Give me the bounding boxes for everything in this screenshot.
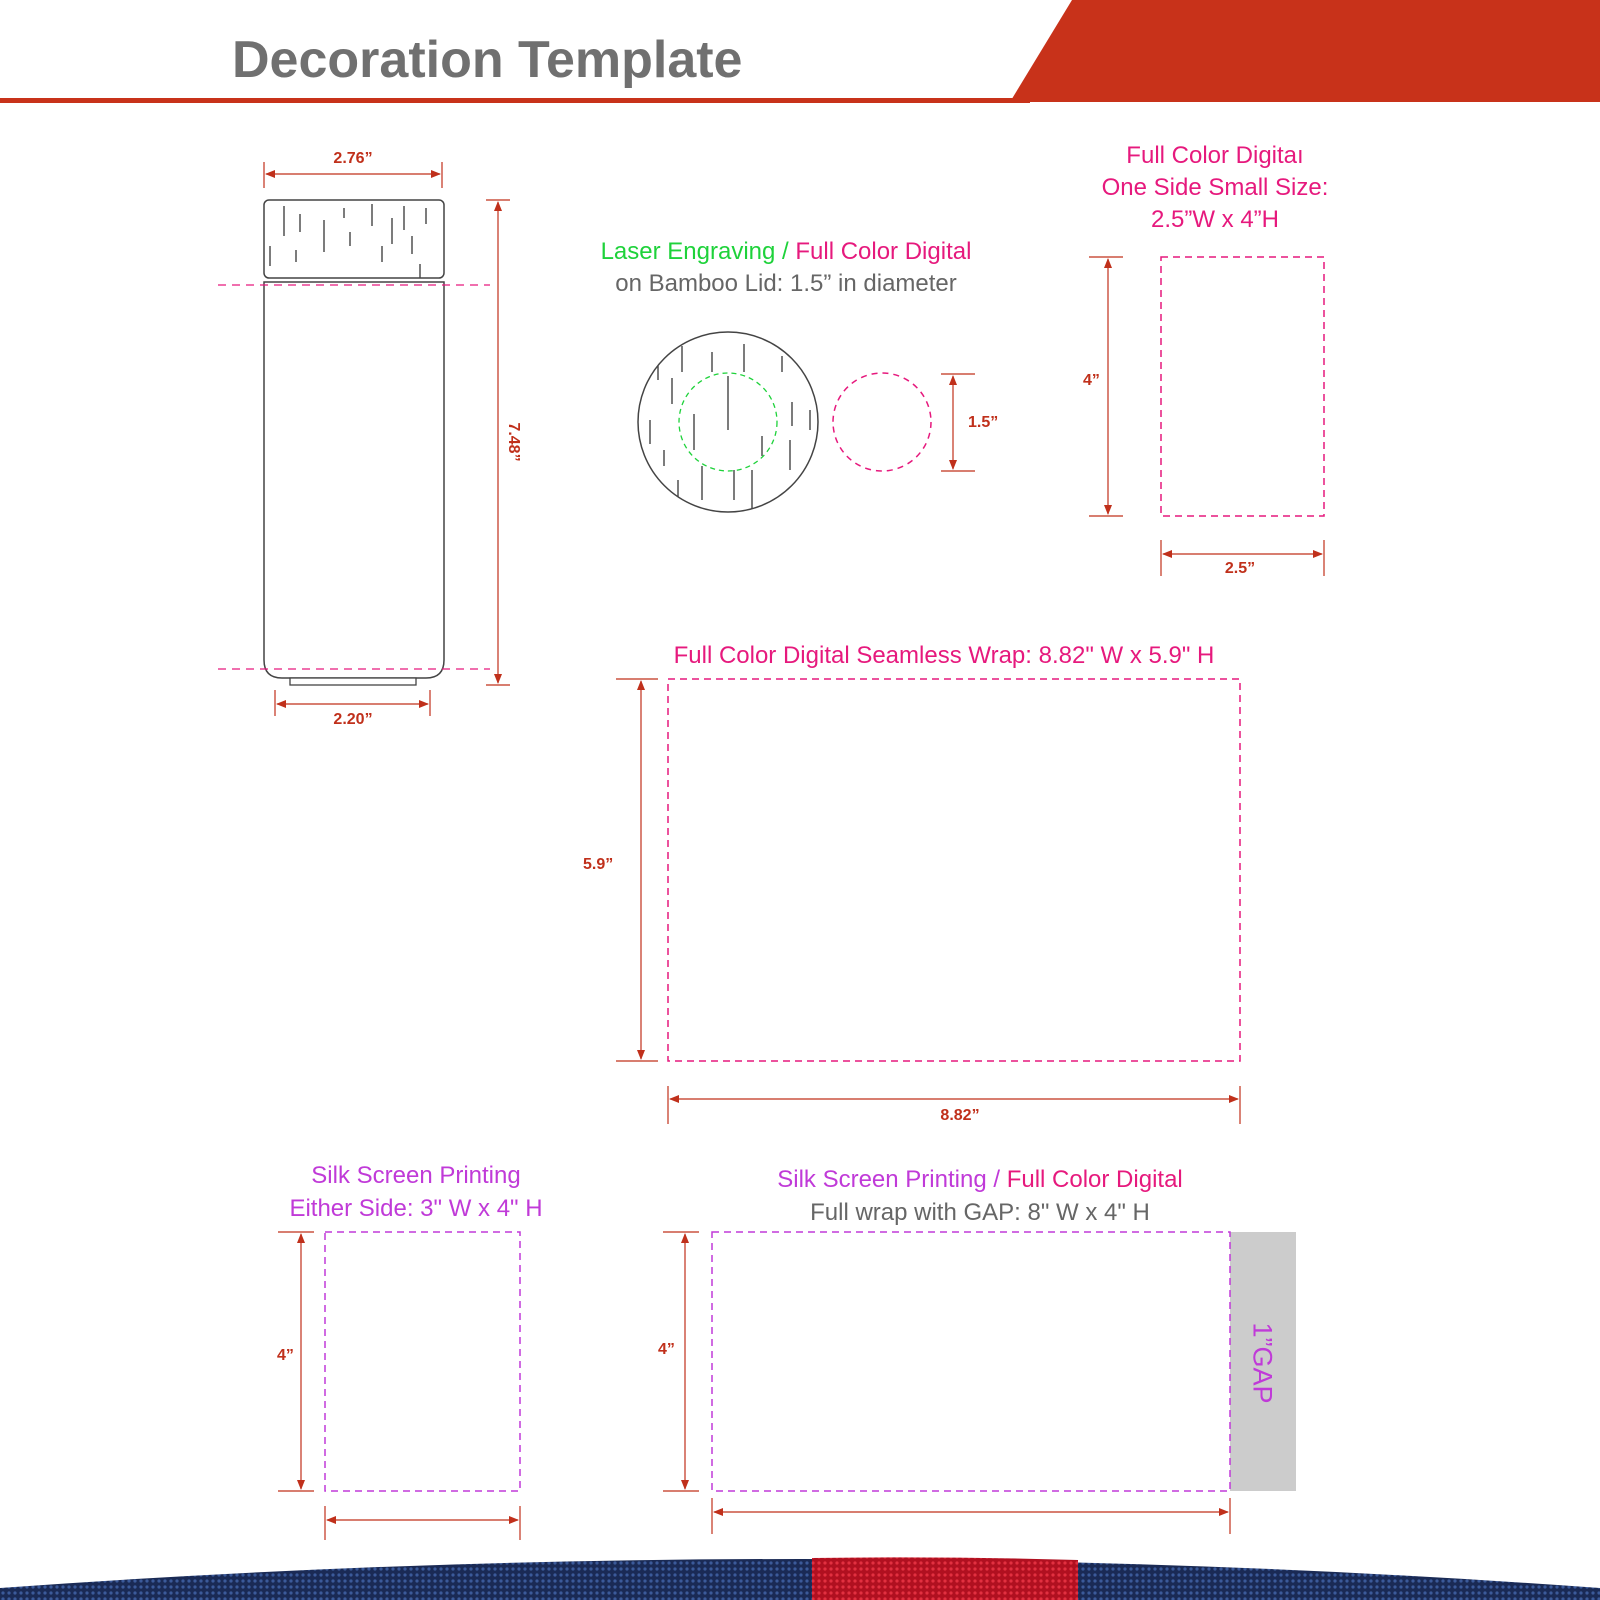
silk-side-title-line2: Either Side: 3" W x 4" H	[289, 1195, 543, 1222]
small-digital-area	[1089, 257, 1324, 576]
gap-wrap-print-area	[712, 1232, 1230, 1491]
gap-wrap-silk-label: Silk Screen Printing	[777, 1166, 987, 1193]
lid-section-title	[601, 236, 972, 268]
silk-side-height-label: 4”	[277, 1347, 294, 1364]
lid-top-view	[638, 332, 975, 512]
gap-wrap-area	[663, 1232, 1296, 1534]
wrap-height-dimension	[616, 679, 658, 1061]
lid-diameter-label: 1.5”	[968, 414, 999, 431]
silk-side-area	[278, 1232, 520, 1540]
gap-wrap-separator: /	[993, 1166, 1001, 1193]
seamless-wrap-area	[616, 679, 1240, 1124]
lid-print-area-circle	[833, 373, 931, 471]
bottle-base	[290, 678, 416, 685]
gap-wrap-subtitle: Full wrap with GAP: 8" W x 4" H	[810, 1199, 1150, 1226]
bottle-drawing	[218, 162, 510, 716]
gap-wrap-title	[777, 1164, 1183, 1196]
small-digital-width-label: 2.5”	[1224, 560, 1256, 577]
bottle-height-label: 7.48”	[505, 422, 522, 462]
bottle-body	[264, 282, 444, 678]
small-digital-title-line3: 2.5”W x 4”H	[1150, 206, 1280, 233]
small-digital-height-label: 4”	[1083, 372, 1100, 389]
laser-engraving-label: Laser Engraving /	[600, 238, 789, 265]
gap-wrap-width-dimension	[712, 1498, 1230, 1534]
wrap-height-label: 5.9”	[583, 856, 614, 873]
header-rule	[0, 98, 1030, 103]
footer-wave	[0, 1557, 1600, 1600]
seamless-wrap-print-area	[668, 679, 1240, 1061]
footer-wave-blue	[0, 1559, 1600, 1600]
small-digital-print-area	[1161, 257, 1324, 516]
lid-section-subtitle: on Bamboo Lid: 1.5” in diameter	[615, 270, 957, 297]
seamless-wrap-title: Full Color Digital Seamless Wrap: 8.82" W x 5.9" H	[673, 642, 1215, 669]
bottle-width-label: 2.76”	[333, 150, 373, 167]
wrap-width-label: 8.82”	[940, 1107, 980, 1124]
gap-wrap-digital-label: Full Color Digital	[1006, 1166, 1183, 1193]
silk-side-width-dimension	[325, 1506, 520, 1540]
header-accent-shape	[1010, 0, 1600, 102]
bottle-lid	[264, 200, 444, 278]
bottle-base-width-label: 2.20”	[333, 711, 373, 728]
silk-side-title-line1: Silk Screen Printing	[311, 1162, 521, 1189]
footer-wave-red	[812, 1557, 1078, 1600]
small-digital-title-line2: One Side Small Size:	[1101, 174, 1329, 201]
page-title: Decoration Template	[232, 31, 743, 89]
lid-full-color-label: Full Color Digital	[795, 238, 972, 265]
gap-label: 1”GAP	[1247, 1322, 1278, 1404]
gap-wrap-height-label: 4”	[658, 1341, 675, 1358]
small-digital-title-line1: Full Color Digitaı	[1126, 142, 1304, 169]
gap-wrap-height-dimension	[663, 1232, 699, 1491]
silk-side-print-area	[325, 1232, 520, 1491]
